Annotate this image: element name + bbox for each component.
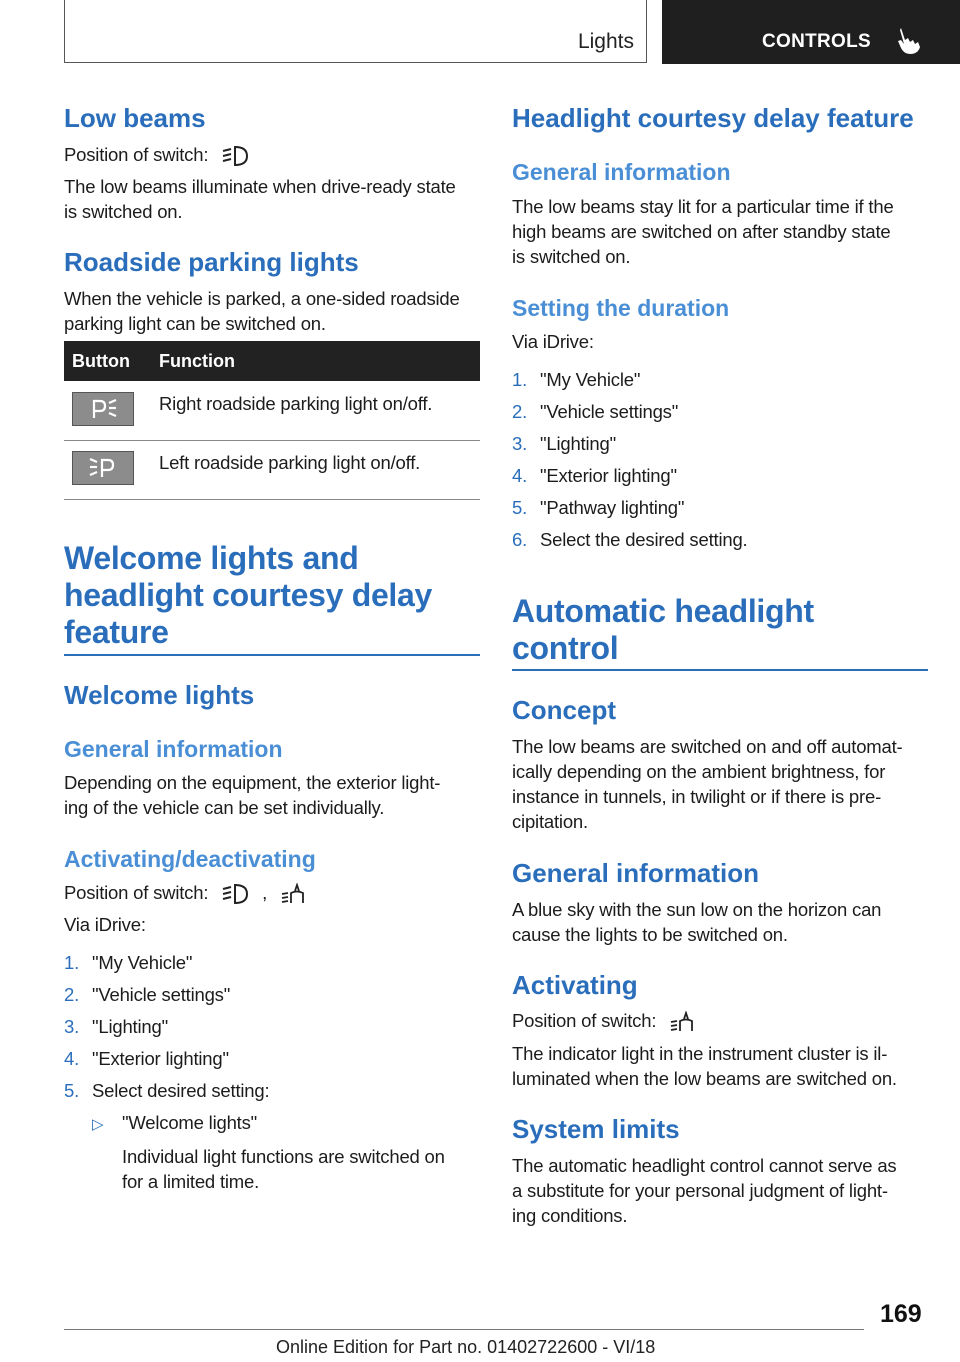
switch-label: Position of switch: bbox=[512, 1010, 657, 1031]
courtesy-body-2: high beams are switched on after standby state bbox=[512, 221, 891, 242]
welcome-via: Via iDrive: bbox=[64, 914, 146, 935]
list-item: 3. "Lighting" bbox=[512, 433, 616, 454]
list-item: 2. "Vehicle settings" bbox=[64, 984, 231, 1005]
welcome-lights-title: Welcome lights bbox=[64, 680, 255, 710]
auto-general-body-2: cause the lights to be switched on. bbox=[512, 924, 788, 945]
low-beams-body-2: is switched on. bbox=[64, 201, 183, 222]
table-header-button: Button bbox=[72, 351, 130, 371]
sub-body-2: for a limited time. bbox=[122, 1171, 260, 1192]
right-parking-light-icon bbox=[72, 392, 134, 426]
roadside-body-1: When the vehicle is parked, a one-sided roadside bbox=[64, 288, 460, 309]
auto-chapter-title-1: Automatic headlight bbox=[512, 593, 814, 629]
page-number: 169 bbox=[880, 1300, 922, 1328]
auto-switch-line bbox=[512, 1008, 695, 1033]
auto-general-body-1: A blue sky with the sun low on the horizon can bbox=[512, 899, 882, 920]
left-parking-light-icon bbox=[72, 451, 134, 485]
table-header bbox=[64, 341, 480, 381]
low-beams-title: Low beams bbox=[64, 103, 206, 133]
list-item: 4. "Exterior lighting" bbox=[512, 465, 677, 486]
concept-body-4: cipitation. bbox=[512, 811, 588, 832]
courtesy-body-1: The low beams stay lit for a particular time if the bbox=[512, 196, 894, 217]
welcome-general-body-1: Depending on the equipment, the exterior light- bbox=[64, 772, 441, 793]
auto-chapter-title-2: control bbox=[512, 630, 619, 666]
activating-body-2: luminated when the low beams are switched on. bbox=[512, 1068, 897, 1089]
switch-label: Position of switch: bbox=[64, 144, 209, 165]
list-item: 6. Select the desired setting. bbox=[512, 529, 748, 550]
welcome-activating-title: Activating/deactivating bbox=[64, 846, 316, 872]
low-beam-icon bbox=[221, 883, 249, 905]
header-chapter-tab bbox=[662, 0, 960, 64]
low-beams-switch-line bbox=[64, 142, 249, 167]
concept-body-1: The low beams are switched on and off automat- bbox=[512, 736, 903, 757]
hand-pointer-icon bbox=[894, 24, 920, 54]
table-row-2-function: Left roadside parking light on/off. bbox=[159, 452, 421, 473]
chapter-rule bbox=[64, 654, 480, 656]
auto-headlight-icon bbox=[280, 883, 306, 905]
welcome-switch-line bbox=[64, 880, 306, 905]
activating-title: Activating bbox=[512, 970, 638, 1000]
courtesy-general-title: General information bbox=[512, 159, 731, 185]
auto-headlight-icon bbox=[669, 1011, 695, 1033]
limits-body-1: The automatic headlight control cannot serve as bbox=[512, 1155, 897, 1176]
table-row-divider bbox=[64, 440, 480, 441]
list-item: 4. "Exterior lighting" bbox=[64, 1048, 229, 1069]
low-beam-icon bbox=[221, 145, 249, 167]
roadside-body-2: parking light can be switched on. bbox=[64, 313, 326, 334]
triangle-bullet-icon: ▷ bbox=[92, 1116, 104, 1133]
list-item: 1. "My Vehicle" bbox=[64, 952, 193, 973]
activating-body-1: The indicator light in the instrument cluster is il- bbox=[512, 1043, 888, 1064]
header-section-label: Lights bbox=[577, 30, 634, 53]
chapter-rule bbox=[512, 669, 928, 671]
welcome-chapter-title-3: feature bbox=[64, 614, 169, 650]
table-header-function: Function bbox=[159, 351, 235, 371]
concept-title: Concept bbox=[512, 695, 616, 725]
header-section-tab bbox=[64, 0, 647, 63]
list-item: 5. Select desired setting: bbox=[64, 1080, 270, 1101]
duration-via: Via iDrive: bbox=[512, 331, 594, 352]
welcome-general-body-2: ing of the vehicle can be set individually. bbox=[64, 797, 385, 818]
footer-edition: Online Edition for Part no. 01402722600 - VI/18 bbox=[276, 1337, 656, 1357]
list-item: 5. "Pathway lighting" bbox=[512, 497, 685, 518]
footer-rule bbox=[64, 1329, 864, 1330]
limits-body-3: ing conditions. bbox=[512, 1205, 628, 1226]
switch-label: Position of switch: bbox=[64, 882, 209, 903]
switch-separator: , bbox=[262, 882, 268, 903]
welcome-general-title: General information bbox=[64, 736, 283, 762]
concept-body-3: instance in tunnels, in twilight or if there is pre- bbox=[512, 786, 882, 807]
table-row-divider bbox=[64, 499, 480, 500]
limits-title: System limits bbox=[512, 1114, 680, 1144]
limits-body-2: a substitute for your personal judgment of light- bbox=[512, 1180, 888, 1201]
list-item: 1. "My Vehicle" bbox=[512, 369, 641, 390]
low-beams-body-1: The low beams illuminate when drive-ready state bbox=[64, 176, 456, 197]
header-chapter-label: CONTROLS bbox=[762, 31, 872, 52]
auto-general-title: General information bbox=[512, 858, 760, 888]
welcome-chapter-title-1: Welcome lights and bbox=[64, 540, 359, 576]
duration-title: Setting the duration bbox=[512, 295, 730, 321]
concept-body-2: ically depending on the ambient brightness, for bbox=[512, 761, 886, 782]
sub-list-item: ▷ "Welcome lights" bbox=[92, 1107, 257, 1141]
courtesy-body-3: is switched on. bbox=[512, 246, 631, 267]
sub-body-1: Individual light functions are switched on bbox=[122, 1146, 445, 1167]
list-item: 2. "Vehicle settings" bbox=[512, 401, 679, 422]
table-row-1-function: Right roadside parking light on/off. bbox=[159, 393, 433, 414]
courtesy-title: Headlight courtesy delay feature bbox=[512, 103, 914, 133]
roadside-title: Roadside parking lights bbox=[64, 247, 359, 277]
list-item: 3. "Lighting" bbox=[64, 1016, 168, 1037]
welcome-chapter-title-2: headlight courtesy delay bbox=[64, 577, 433, 613]
